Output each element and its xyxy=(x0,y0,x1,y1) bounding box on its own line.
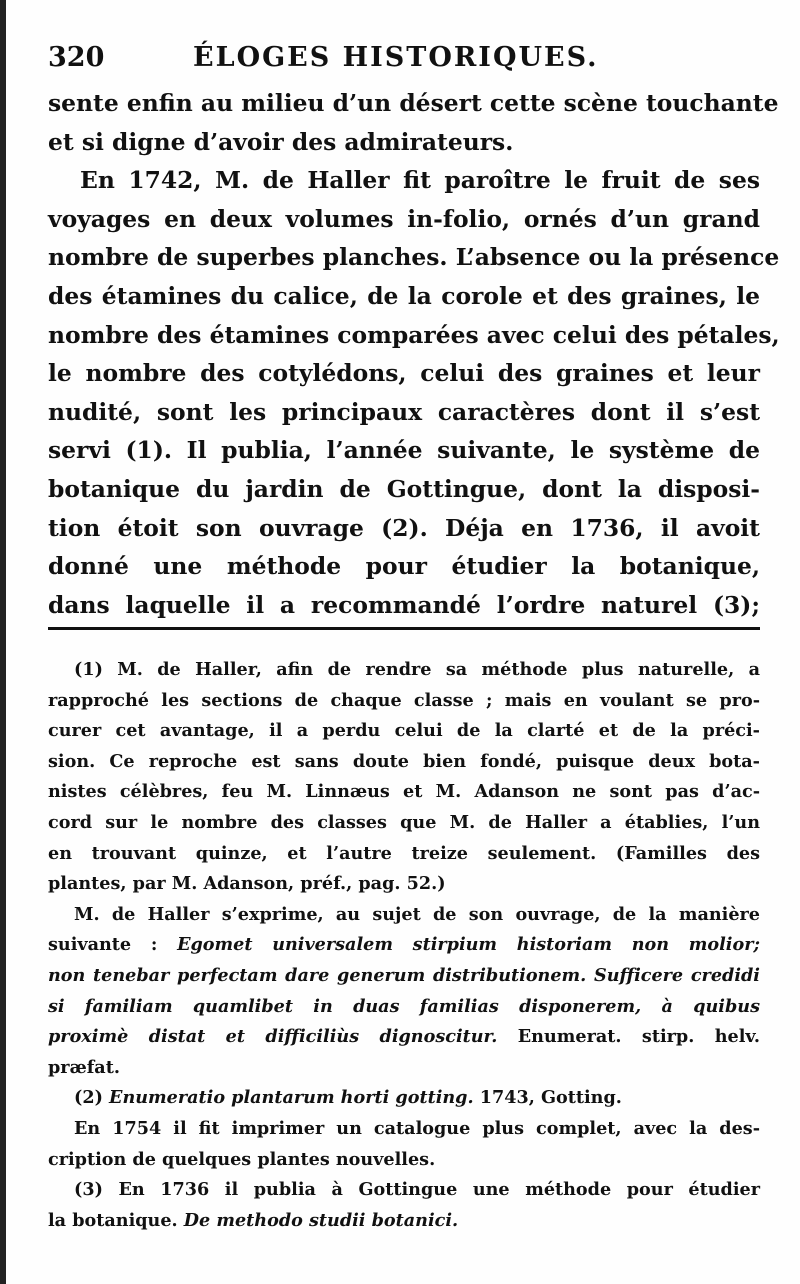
footnote-line: plantes, par M. Adanson, préf., pag. 52.) xyxy=(48,873,446,895)
footnote-line xyxy=(48,1083,760,1114)
text-line: tion étoit son ouvrage (2). Déja en 1736, il avoit xyxy=(48,513,760,542)
footnotes xyxy=(48,655,760,1236)
text-line: nombre de superbes planches. L’absence ou la présence xyxy=(48,243,780,272)
text-line: des étamines du calice, de la corole et des graines, le xyxy=(48,281,760,310)
footnote-line: en trouvant quinze, et l’autre treize seulement. (Familles des xyxy=(48,842,760,864)
main-text xyxy=(48,84,780,624)
book-title: Enumeratio plantarum horti gotting. xyxy=(109,1087,474,1109)
text-line: botanique du jardin de Gottingue, dont la disposi- xyxy=(48,474,760,503)
text-line: sente enfin au milieu d’un désert cette scène touchante xyxy=(48,89,779,117)
footnote-line xyxy=(48,1022,760,1053)
footnote-line: (1) M. de Haller, afin de rendre sa méthode plus naturelle, a xyxy=(74,659,760,680)
text-line: et si digne d’avoir des admirateurs. xyxy=(48,127,514,156)
text-line: donné une méthode pour étudier la botanique, xyxy=(48,552,760,581)
footnote-line: cord sur le nombre des classes que M. de Haller a établies, l’un xyxy=(48,811,760,833)
footnote-line: rapproché les sections de chaque classe ; mais en voulant se pro- xyxy=(48,689,760,711)
footnote-text: suivante : xyxy=(48,934,178,956)
latin-quote: Egomet universalem stirpium historiam non molior; xyxy=(177,934,760,956)
footnote-line: En 1754 il fit imprimer un catalogue plus complet, avec la des- xyxy=(74,1117,760,1139)
text-line: En 1742, M. de Haller fit paroître le fruit de ses xyxy=(80,166,760,195)
text-line: dans laquelle il a recommandé l’ordre naturel (3); xyxy=(48,590,760,619)
footnote-line: præfat. xyxy=(48,1056,120,1078)
text-line: servi (1). Il publia, l’année suivante, le système de xyxy=(48,436,760,465)
latin-quote: proximè distat et difficiliùs dignoscitur. xyxy=(48,1026,498,1048)
book-title: De methodo studii botanici. xyxy=(183,1209,459,1231)
footnote-line: sion. Ce reproche est sans doute bien fondé, puisque deux bota- xyxy=(48,750,760,772)
footnote-marker: (2) xyxy=(74,1087,110,1109)
footnote-line: M. de Haller s’exprime, au sujet de son ouvrage, de la manière xyxy=(74,903,760,925)
latin-quote: si familiam quamlibet in duas familias disponerem, à quibus xyxy=(48,995,760,1017)
running-head: ÉLOGES HISTORIQUES. xyxy=(193,42,599,73)
latin-quote: non tenebar perfectam dare generum distributionem. Sufficere credidi xyxy=(48,964,760,986)
text-line: nudité, sont les principaux caractères dont il s’est xyxy=(48,397,760,426)
text-line: voyages en deux volumes in-folio, ornés d’un grand xyxy=(48,204,760,233)
footnote-text: la botanique. xyxy=(48,1209,184,1231)
footnote-line xyxy=(48,1206,760,1237)
page-number: 320 xyxy=(48,42,105,73)
text-line: le nombre des cotylédons, celui des graines et leur xyxy=(48,359,760,388)
citation: 1743, Gotting. xyxy=(473,1087,622,1109)
footnote-line: cription de quelques plantes nouvelles. xyxy=(48,1148,436,1170)
footnote-line xyxy=(48,930,760,961)
text-line: nombre des étamines comparées avec celui des pétales, xyxy=(48,320,780,349)
page-gutter-shadow xyxy=(0,0,6,1284)
footnote-line: nistes célèbres, feu M. Linnæus et M. Adanson ne sont pas d’ac- xyxy=(48,781,760,803)
footnote-line: (3) En 1736 il publia à Gottingue une méthode pour étudier xyxy=(74,1179,760,1201)
footnote-line: curer cet avantage, il a perdu celui de la clarté et de la préci- xyxy=(48,720,760,742)
page-header xyxy=(48,42,728,82)
citation: Enumerat. stirp. helv. xyxy=(497,1026,760,1048)
footnote-rule xyxy=(48,627,760,630)
